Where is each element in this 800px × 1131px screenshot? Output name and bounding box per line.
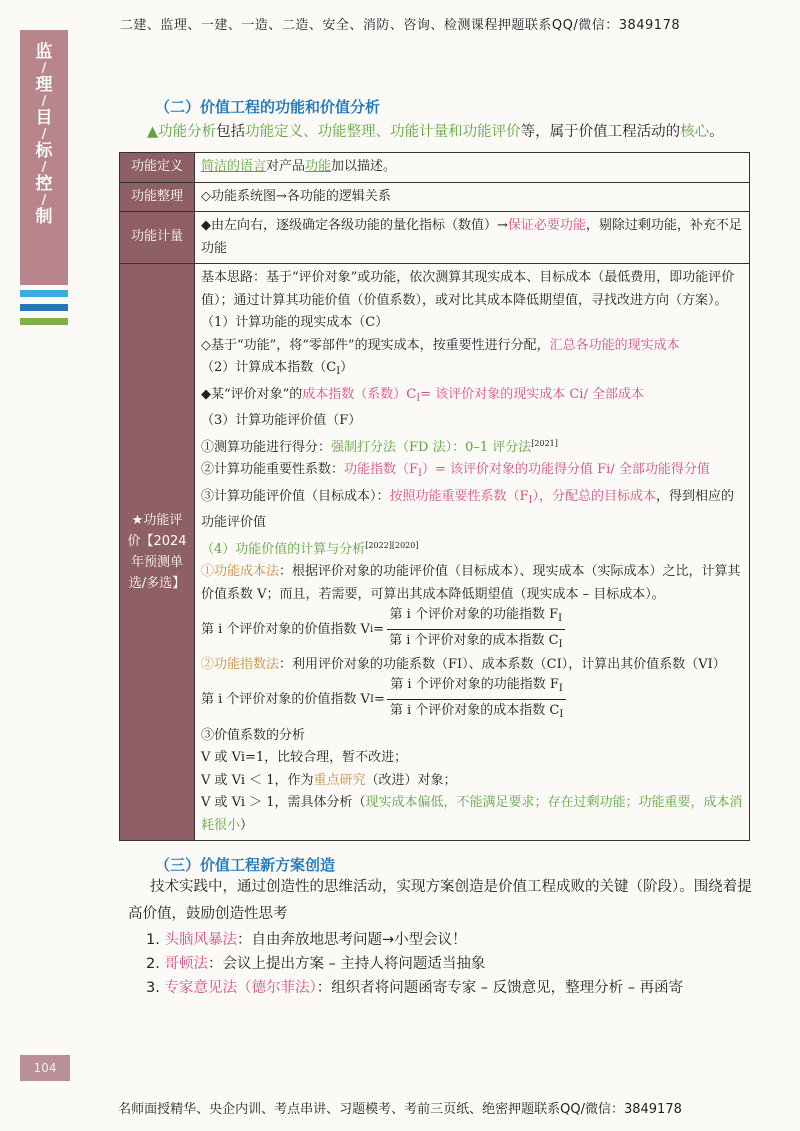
table-row <box>120 153 750 183</box>
section-title: （二）价值工程的功能和价值分析 <box>155 98 381 116</box>
side-tab-char: 制 <box>35 207 53 227</box>
side-color-bar <box>20 318 68 325</box>
table-row <box>120 264 750 841</box>
table-row <box>120 182 750 212</box>
row-label: ★功能评 价【2024 年预测单 选/多选】 <box>120 264 195 841</box>
side-tab-char: 控 <box>35 174 53 194</box>
side-color-bar <box>20 304 68 311</box>
row-label: 功能整理 <box>120 182 195 212</box>
page-number: 104 <box>20 1055 70 1081</box>
list-item: 2. 哥顿法：会议上提出方案 – 主持人将问题适当抽象 <box>146 956 486 972</box>
page-header-promo: 二建、监理、一建、一造、二造、安全、消防、咨询、检测课程押题联系QQ/微信：3849178 <box>119 18 681 33</box>
page-footer-promo: 名师面授精华、央企内训、考点串讲、习题模考、考前三页纸、绝密押题联系QQ/微信：3849178 <box>118 1102 682 1117</box>
side-tab-char: 标 <box>35 141 53 161</box>
row-content: 基本思路：基于“评价对象”或功能，依次测算其现实成本、目标成本（最低费用，即功能评价值）；通过计算其功能价值（价值系数），或对比其成本降低期望值，寻找改进方向（方案）。 （1）计算功能的现实成本（C） ◇基于“功能”，将“零部件”的现实成本，按重要性进行分配，汇总各功能的现实成本 （2）计算成本指数$(C_I)$ ◆某“评价对象”的成本指数（系数）$C_I=$ 该评价对象的现实成本 Ci/ 全部成本 （3）计算功能评价值（F） ①测算功能进行得分：强制打分法（FD 法）：0–1 评分法[2021] ②计算功能重要性系数：功能指数$(F_I)=$ 该评价对象的功能得分值 Fi/ 全部功能得分值 ③计算功能评价值（目标成本）：按照功能重要性系数$(F_I)$，分配总的目标成本，得到相应的功能评价值 （4）功能价值的计算与分析[2022][2020] ①功能成本法：根据评价对象的功能评价值（目标成本）、现实成本（实际成本）之比，计算其价值系数 V；而且，若需要，可算出其成本降低期望值（现实成本 – 目标成本）。 第 i 个评价对象的价值指数 V i = $\frac{第 i 个评价对象的功能指数 F_I}{第 i 个评价对象的成本指数 C_I}$ ②功能指数法：利用评价对象的功能系数（FI）、成本系数（CI），计算出其价值系数（VI） 第 i 个评价对象的价值指数 V I = $\frac{第 i 个评价对象的功能指数 F_I}{第 i 个评价对象的成本指数 C_I}$ ③价值系数的分析 V 或 Vi=1，比较合理，暂不改进； V 或 Vi ＜ 1，作为重点研究（改进）对象； V 或 Vi ＞ 1，需具体分析（现实成本偏低，不能满足要求；存在过剩功能；功能重要，成本消耗很小） <box>195 264 750 841</box>
row-content: ◆由左向右，逐级确定各级功能的量化指标（数值）→保证必要功能，剔除过剩功能，补充不足功能 <box>195 212 750 264</box>
section-title: （三）价值工程新方案创造 <box>155 856 336 874</box>
side-tab-char: 目 <box>35 108 53 128</box>
row-label: 功能定义 <box>120 153 195 183</box>
row-content: ◇功能系统图→各功能的逻辑关系 <box>195 182 750 212</box>
row-content: 简洁的语言对产品功能加以描述。 <box>195 153 750 183</box>
value-index-formula: 第 i 个评价对象的价值指数 V i = $\frac{第 i 个评价对象的功能指数 F_I}{第 i 个评价对象的成本指数 C_I}$ <box>201 606 743 654</box>
side-color-bar <box>20 278 68 285</box>
side-tab-char: 监 <box>35 42 53 62</box>
row-label: 功能计量 <box>120 212 195 264</box>
function-analysis-table <box>119 152 750 841</box>
value-index-formula: 第 i 个评价对象的价值指数 V I = $\frac{第 i 个评价对象的功能指数 F_I}{第 i 个评价对象的成本指数 C_I}$ <box>201 677 743 725</box>
side-color-bar <box>20 290 68 297</box>
list-item: 3. 专家意见法（德尔菲法）：组织者将问题函寄专家 – 反馈意见，整理分析 – 再函寄 <box>146 980 684 996</box>
intro-line: ▲功能分析包括功能定义、功能整理、功能计量和功能评价等，属于价值工程活动的核心。 <box>147 124 724 140</box>
side-tab-char: 理 <box>35 75 53 95</box>
list-item: 1. 头脑风暴法：自由奔放地思考问题→小型会议！ <box>146 932 467 948</box>
chapter-side-tab: 监 / 理 / 目 / 标 / 控 / 制 <box>20 30 68 282</box>
section-paragraph: 技术实践中，通过创造性的思维活动，实现方案创造是价值工程成败的关键（阶段）。围绕着提高价值，鼓励创造性思考 <box>128 879 752 922</box>
table-row <box>120 212 750 264</box>
